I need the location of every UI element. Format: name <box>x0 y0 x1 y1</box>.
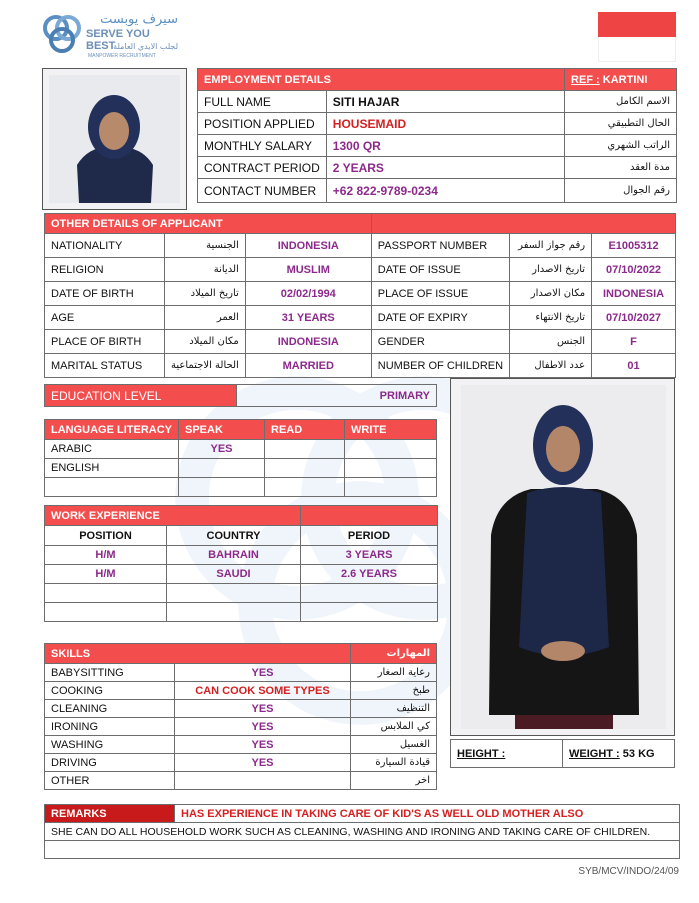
skills-header-text: SKILLS <box>51 647 91 660</box>
row-label-ar: الاسم الكامل <box>565 91 677 113</box>
write-value <box>345 459 437 478</box>
speak-value: YES <box>179 440 265 459</box>
row-label-ar: الراتب الشهري <box>565 135 677 157</box>
work-row <box>45 603 438 622</box>
row-value: F <box>592 330 676 354</box>
logo-name: SERVE YOU BEST <box>86 28 150 52</box>
skill-row <box>45 736 437 754</box>
work-country: SAUDI <box>167 565 301 584</box>
skill-row <box>45 718 437 736</box>
row-label: NATIONALITY <box>45 234 165 258</box>
full-name-value: SITI HAJAR <box>326 91 564 113</box>
language-row <box>45 478 437 497</box>
other-details-table <box>44 213 676 378</box>
skill-row <box>45 682 437 700</box>
row-label: DATE OF ISSUE <box>371 258 509 282</box>
row-label-ar: العمر <box>165 306 246 330</box>
skill-value: YES <box>175 700 351 718</box>
row-label-ar: الحال التطبيقي <box>565 113 677 135</box>
work-period: 3 YEARS <box>301 546 438 565</box>
work-country: BAHRAIN <box>167 546 301 565</box>
work-header: WORK EXPERIENCE <box>45 506 301 526</box>
employment-row <box>198 157 677 179</box>
write-header: WRITE <box>345 420 437 440</box>
measurements-table <box>450 739 675 768</box>
row-value: MUSLIM <box>245 258 371 282</box>
language-row <box>45 440 437 459</box>
height-cell <box>451 740 563 768</box>
work-experience-table <box>44 505 438 622</box>
skill-value: YES <box>175 736 351 754</box>
position-value: HOUSEMAID <box>326 113 564 135</box>
employment-row <box>198 179 677 203</box>
employment-row <box>198 113 677 135</box>
other-details-row <box>45 330 676 354</box>
row-label-ar: الديانة <box>165 258 246 282</box>
weight-label: WEIGHT : <box>569 747 620 760</box>
employment-row <box>198 135 677 157</box>
row-label: PLACE OF BIRTH <box>45 330 165 354</box>
row-value: E1005312 <box>592 234 676 258</box>
work-country <box>167 603 301 622</box>
applicant-headshot-frame <box>42 68 187 210</box>
skills-table <box>44 643 437 790</box>
logo-arabic: سيرف يوبست <box>100 12 178 27</box>
row-label: DATE OF EXPIRY <box>371 306 509 330</box>
logo-emblem-icon <box>40 12 84 56</box>
row-label-ar: الجنسية <box>165 234 246 258</box>
work-row <box>45 565 438 584</box>
salary-value: 1300 QR <box>326 135 564 157</box>
row-value: 07/10/2027 <box>592 306 676 330</box>
row-label-ar: تاريخ الاصدار <box>510 258 592 282</box>
skill-label-ar: رعاية الصغار <box>351 664 437 682</box>
other-details-header: OTHER DETAILS OF APPLICANT <box>45 214 372 234</box>
skill-label-ar: قيادة السيارة <box>351 754 437 772</box>
country-column-header: COUNTRY <box>167 526 301 546</box>
other-details-row <box>45 258 676 282</box>
applicant-full-photo-frame <box>450 378 675 736</box>
logo-tagline: MANPOWER RECRUITMENT <box>88 53 156 59</box>
row-label: NUMBER OF CHILDREN <box>371 354 509 378</box>
skill-value: YES <box>175 754 351 772</box>
row-label: CONTRACT PERIOD <box>198 157 327 179</box>
skills-header <box>45 644 351 664</box>
row-label: AGE <box>45 306 165 330</box>
other-details-row <box>45 282 676 306</box>
logo-arabic-sub: لجلب الايدي العاملة <box>113 42 178 51</box>
language-name: ENGLISH <box>45 459 179 478</box>
row-value: INDONESIA <box>245 330 371 354</box>
read-value <box>265 440 345 459</box>
row-value: INDONESIA <box>592 282 676 306</box>
row-value: 31 YEARS <box>245 306 371 330</box>
skill-label: CLEANING <box>45 700 175 718</box>
indonesia-flag <box>598 12 676 62</box>
language-header: LANGUAGE LITERACY <box>45 420 179 440</box>
weight-value: 53 KG <box>622 747 655 760</box>
skills-header-ar: المهارات <box>351 644 437 664</box>
work-position: H/M <box>45 546 167 565</box>
skill-row <box>45 700 437 718</box>
row-label-ar: مكان الاصدار <box>510 282 592 306</box>
work-period <box>301 603 438 622</box>
education-table <box>44 384 437 407</box>
skill-label-ar: التنظيف <box>351 700 437 718</box>
row-label-ar: مكان الميلاد <box>165 330 246 354</box>
weight-cell <box>563 740 675 768</box>
remarks-highlight: HAS EXPERIENCE IN TAKING CARE OF KID'S AS WELL OLD MOTHER ALSO <box>175 805 680 823</box>
speak-header: SPEAK <box>179 420 265 440</box>
read-header: READ <box>265 420 345 440</box>
work-position <box>45 603 167 622</box>
row-value: INDONESIA <box>245 234 371 258</box>
row-label: RELIGION <box>45 258 165 282</box>
row-label-ar: تاريخ الميلاد <box>165 282 246 306</box>
applicant-headshot-photo <box>49 75 180 203</box>
row-label: GENDER <box>371 330 509 354</box>
row-label: PLACE OF ISSUE <box>371 282 509 306</box>
skill-value: CAN COOK SOME TYPES <box>175 682 351 700</box>
row-value: 02/02/1994 <box>245 282 371 306</box>
remarks-blank-row <box>45 841 680 859</box>
row-label-ar: رقم الجوال <box>565 179 677 203</box>
other-details-header-blank <box>371 214 675 234</box>
skill-label: WASHING <box>45 736 175 754</box>
skill-label: OTHER <box>45 772 175 790</box>
row-label-ar: مدة العقد <box>565 157 677 179</box>
other-details-row <box>45 306 676 330</box>
skill-label: BABYSITTING <box>45 664 175 682</box>
employment-details-table <box>197 68 677 203</box>
applicant-full-photo <box>461 385 666 729</box>
work-header-blank <box>301 506 438 526</box>
footer-code: SYB/MCV/INDO/24/09 <box>578 866 679 877</box>
skill-label-ar: كي الملابس <box>351 718 437 736</box>
skill-label: COOKING <box>45 682 175 700</box>
speak-value <box>179 478 265 497</box>
read-value <box>265 459 345 478</box>
row-label-ar: عدد الاطفال <box>510 354 592 378</box>
write-value <box>345 440 437 459</box>
row-label: FULL NAME <box>198 91 327 113</box>
contact-value: +62 822-9789-0234 <box>326 179 564 203</box>
row-label-ar: تاريخ الانتهاء <box>510 306 592 330</box>
language-row <box>45 459 437 478</box>
skill-value <box>175 772 351 790</box>
employment-header: EMPLOYMENT DETAILS <box>198 69 565 91</box>
row-label: MONTHLY SALARY <box>198 135 327 157</box>
work-country <box>167 584 301 603</box>
row-label-ar: رقم جواز السفر <box>510 234 592 258</box>
write-value <box>345 478 437 497</box>
language-name <box>45 478 179 497</box>
row-label-ar: الجنس <box>510 330 592 354</box>
period-column-header: PERIOD <box>301 526 438 546</box>
language-table <box>44 419 437 497</box>
work-position: H/M <box>45 565 167 584</box>
ref-cell <box>565 69 677 91</box>
skill-row <box>45 754 437 772</box>
speak-value <box>179 459 265 478</box>
row-label: DATE OF BIRTH <box>45 282 165 306</box>
skill-label-ar: الغسيل <box>351 736 437 754</box>
work-period: 2.6 YEARS <box>301 565 438 584</box>
row-label: POSITION APPLIED <box>198 113 327 135</box>
skill-label: IRONING <box>45 718 175 736</box>
company-logo <box>40 12 180 62</box>
education-label: EDUCATION LEVEL <box>45 385 237 407</box>
remarks-table <box>44 804 680 859</box>
work-row <box>45 584 438 603</box>
other-details-row <box>45 354 676 378</box>
read-value <box>265 478 345 497</box>
work-row <box>45 546 438 565</box>
employment-row <box>198 91 677 113</box>
other-details-row <box>45 234 676 258</box>
work-position <box>45 584 167 603</box>
work-period <box>301 584 438 603</box>
ref-label: REF : <box>571 73 600 86</box>
row-label-ar: الحالة الاجتماعية <box>165 354 246 378</box>
remarks-label: REMARKS <box>45 805 175 823</box>
row-value: 01 <box>592 354 676 378</box>
language-name: ARABIC <box>45 440 179 459</box>
position-column-header: POSITION <box>45 526 167 546</box>
remarks-text: SHE CAN DO ALL HOUSEHOLD WORK SUCH AS CLEANING, WASHING AND IRONING AND TAKING CARE OF CHILDREN. <box>45 823 680 841</box>
height-label: HEIGHT : <box>457 747 506 760</box>
skill-label-ar: اخر <box>351 772 437 790</box>
row-label: CONTACT NUMBER <box>198 179 327 203</box>
skill-label: DRIVING <box>45 754 175 772</box>
skill-value: YES <box>175 718 351 736</box>
row-label: MARITAL STATUS <box>45 354 165 378</box>
row-value: MARRIED <box>245 354 371 378</box>
skill-row <box>45 772 437 790</box>
contract-value: 2 YEARS <box>326 157 564 179</box>
skill-label-ar: طبخ <box>351 682 437 700</box>
row-label: PASSPORT NUMBER <box>371 234 509 258</box>
skill-value: YES <box>175 664 351 682</box>
education-value: PRIMARY <box>237 385 437 407</box>
skill-row <box>45 664 437 682</box>
ref-value: KARTINI <box>602 73 648 86</box>
row-value: 07/10/2022 <box>592 258 676 282</box>
